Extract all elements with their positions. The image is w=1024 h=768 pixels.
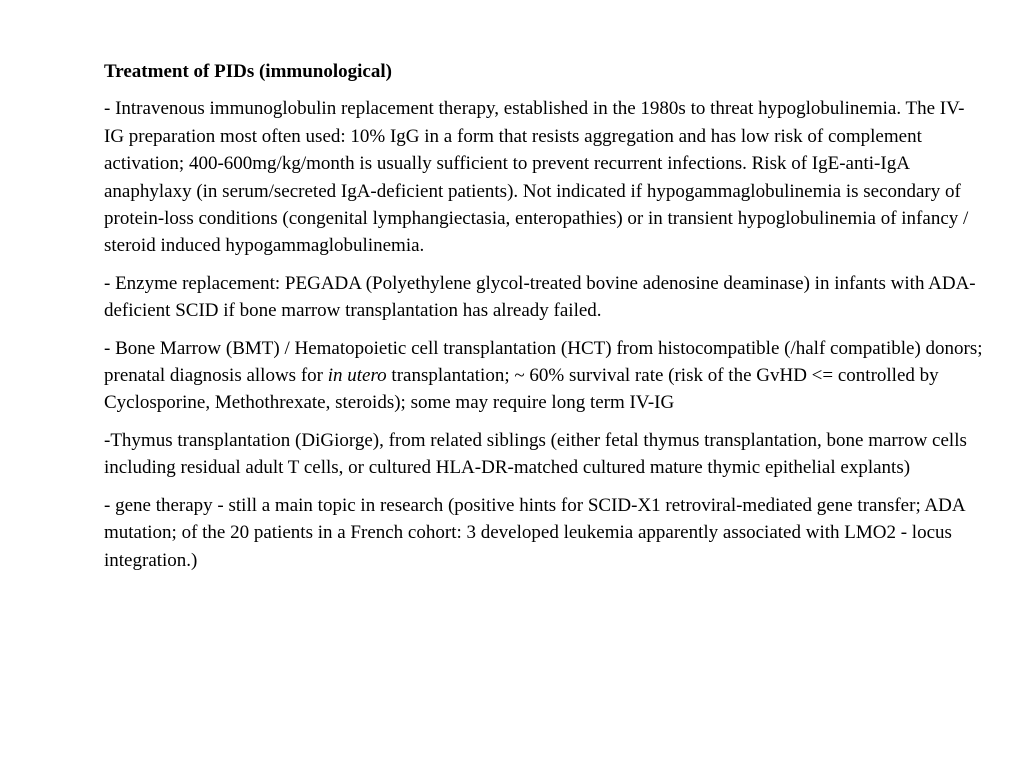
slide-title: Treatment of PIDs (immunological) [104, 61, 392, 82]
paragraph-enzyme-replacement: - Enzyme replacement: PEGADA (Polyethylene glycol-treated bovine adenosine deaminase) in infants with ADA-deficient SCID if bone marrow transplantation has already failed. [104, 272, 976, 322]
slide-content [104, 58, 984, 584]
paragraph-ivig: - Intravenous immunoglobulin replacement therapy, established in the 1980s to threat hypoglobulinemia. The IV-IG preparation most often used: 10% IgG in a form that resists aggregation and has low risk of complement activation; 400-600mg/kg/month is usually sufficient to prevent recurrent infections. Risk of IgE-anti-IgA anaphylaxy (in serum/secreted IgA-deficient patients). Not indicated if hypogammaglobulinemia is secondary of protein-loss conditions (congenital lymphangiectasia, enteropathies) or in transient hypoglobulinemia of infancy / steroid induced hypogammaglobulinemia. [104, 98, 969, 257]
paragraph-thymus-transplant: -Thymus transplantation (DiGiorge), from related siblings (either fetal thymus transplantation, bone marrow cells including residual adult T cells, or cultured HLA-DR-matched cultured mature thymic epithelial explants) [104, 429, 967, 479]
paragraph-bone-marrow-transplant [104, 335, 984, 417]
bmt-text-part2: transplantation; ~ 60% survival rate (risk of the GvHD <= controlled by Cyclosporine, Methothrexate, steroids); some may require long term IV-IG [104, 365, 939, 414]
bmt-text-italic: in utero [327, 365, 387, 387]
paragraph-gene-therapy: - gene therapy - still a main topic in research (positive hints for SCID-X1 retroviral-mediated gene transfer; ADA mutation; of the 20 patients in a French cohort: 3 developed leukemia apparently associated with LMO2 - locus integration.) [104, 494, 965, 571]
bmt-text-part1: - Bone Marrow (BMT) / Hematopoietic cell transplantation (HCT) from histocompatible (/half compatible) donors; prenatal diagnosis allows for [104, 337, 983, 387]
